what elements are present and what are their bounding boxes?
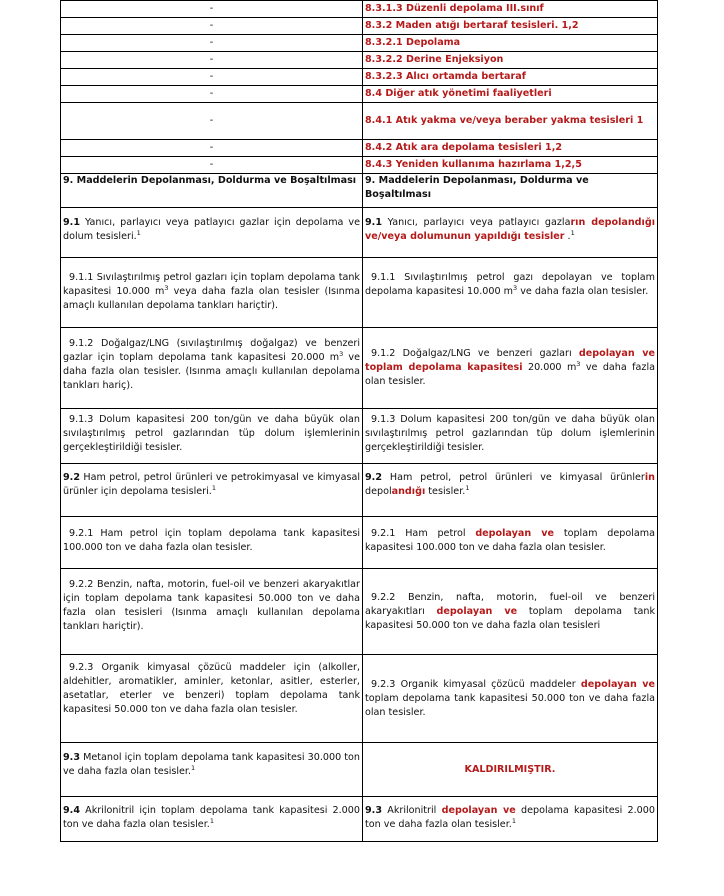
regulation-comparison-table [60, 0, 658, 842]
item-text: Ham petrol, petrol ürünleri ve petrokimyasal ve kimyasal ürünler için depolama tesisleri. [63, 472, 360, 497]
row-9-2-left [61, 464, 363, 517]
row-9-2-2-right [363, 569, 658, 655]
row-9-2-right [363, 464, 658, 517]
table-row [61, 157, 658, 174]
footnote-marker: 1 [191, 763, 196, 772]
item-number: 9.1 [63, 217, 80, 228]
item-label: 8.3.2.1 Depolama [363, 35, 658, 52]
table-row [61, 464, 658, 517]
item-label: 8.4 Diğer atık yönetimi faaliyetleri [363, 86, 658, 103]
table-row [61, 655, 658, 743]
row-9-2-1-left [61, 517, 363, 569]
dash-cell: - [61, 86, 363, 103]
table-row [61, 797, 658, 842]
item-label: 8.3.2.3 Alıcı ortamda bertaraf [363, 69, 658, 86]
item-text: 9.2.1 Ham petrol [371, 528, 476, 539]
table-row [61, 409, 658, 464]
row-9-2-2-left [61, 569, 363, 655]
item-text: 9.2.2 Benzin, nafta, motorin, fuel-oil ve benzeri akaryakıtlar için toplam depolama tank kapasitesi 50.000 ton ve daha fazla olan tesisleri (Isınma amaçlı kullanılan depolama tankları hariçtir). [63, 579, 360, 632]
item-text-cont: depolama kapasitesi 2.000 ton ve daha fazla olan tesisler. [365, 805, 655, 830]
item-text: 9.1.1 Sıvılaştırılmış petrol gazı depolayan ve toplam depolama kapasitesi 10.000 m [365, 272, 655, 297]
section-heading-left: 9. Maddelerin Depolanması, Doldurma ve Boşaltılması [61, 174, 363, 208]
item-text: 9.2.1 Ham petrol için toplam depolama tank kapasitesi 100.000 ton ve daha fazla olan tesisler. [63, 528, 360, 553]
row-9-1-3-right [363, 409, 658, 464]
item-text-cont: toplam depolama kapasitesi 100.000 ton ve daha fazla olan tesisler. [365, 528, 655, 553]
item-text: 9.1.1 Sıvılaştırılmış petrol gazları için toplam depolama tank kapasitesi 10.000 m [63, 272, 360, 297]
item-label: 8.4.3 Yeniden kullanıma hazırlama 1,2,5 [363, 157, 658, 174]
item-number: 9.1 [365, 217, 382, 228]
dash-cell: - [61, 1, 363, 18]
unit-superscript: 3 [164, 283, 169, 292]
row-9-1-left [61, 208, 363, 258]
amended-text: depolayan ve toplam depolama kapasitesi [365, 348, 655, 373]
footnote-marker: 1 [465, 483, 470, 492]
item-text-end: ve daha fazla olan tesisler. [365, 362, 656, 387]
item-text-cont: ve daha fazla olan tesisler. (Isınma amaçlı kullanılan depolama tankları hariç). [63, 352, 360, 391]
table-row [61, 569, 658, 655]
removed-notice: KALDIRILMIŞTIR. [363, 743, 658, 797]
section-heading-right: 9. Maddelerin Depolanması, Doldurma ve Boşaltılması [363, 174, 658, 208]
row-9-1-1-right [363, 258, 658, 328]
dash-cell: - [61, 18, 363, 35]
table-row [61, 1, 658, 18]
unit-superscript: 3 [576, 359, 581, 368]
item-label: 8.3.2.2 Derine Enjeksiyon [363, 52, 658, 69]
amended-text: depolayan ve [580, 678, 655, 690]
footnote-marker: 1 [511, 816, 516, 825]
table-row [61, 140, 658, 157]
section-heading-row [61, 174, 658, 208]
item-text-end: tesisler. [425, 486, 466, 497]
footnote-marker: 1 [570, 228, 575, 237]
amended-text: depolayan ve [475, 528, 555, 539]
table-row [61, 258, 658, 328]
footnote-marker: 1 [211, 483, 216, 492]
item-text-cont: veya daha fazla olan tesisler (Isınma amaçlı kullanılan depolama tankları hariçtir). [63, 286, 360, 311]
table-row [61, 35, 658, 52]
item-text: 9.1.3 Dolum kapasitesi 200 ton/gün ve daha büyük olan sıvılaştırılmış petrol gazlarından tüp dolum işlemlerinin gerçekleştirildiği tesisler. [365, 414, 655, 453]
item-number: 9.3 [365, 805, 382, 816]
row-9-1-2-left [61, 328, 363, 409]
item-label: 8.4.1 Atık yakma ve/veya beraber yakma tesisleri 1 [363, 103, 658, 140]
table-row [61, 328, 658, 409]
dash-cell: - [61, 140, 363, 157]
item-number: 9.3 [63, 752, 80, 763]
item-number: 9.4 [63, 805, 80, 816]
row-9-2-1-right [363, 517, 658, 569]
item-text-end: . [564, 231, 571, 242]
table-row [61, 69, 658, 86]
dash-cell: - [61, 157, 363, 174]
item-text: Yanıcı, parlayıcı veya patlayıcı gazlar için depolama ve dolum tesisleri. [63, 217, 360, 242]
row-9-1-2-right [363, 328, 658, 409]
table-row [61, 52, 658, 69]
item-label: 8.3.2 Maden atığı bertaraf tesisleri. 1,2 [363, 18, 658, 35]
footnote-marker: 1 [136, 228, 141, 237]
dash-cell: - [61, 52, 363, 69]
item-text-cont: 20.000 m [522, 362, 577, 373]
row-9-2-3-right [363, 655, 658, 743]
dash-cell: - [61, 103, 363, 140]
item-text: 9.1.3 Dolum kapasitesi 200 ton/gün ve daha büyük olan sıvılaştırılmış petrol gazlarından tüp dolum işlemlerinin gerçekleştirildiği tesisler. [63, 414, 360, 453]
amended-text: depolayan ve [436, 605, 518, 617]
table-row [61, 743, 658, 797]
item-label: 8.3.1.3 Düzenli depolama III.sınıf [363, 1, 658, 18]
item-text-cont: toplam depolama tank kapasitesi 50.000 ton ve daha fazla olan tesisleri [365, 605, 655, 631]
unit-superscript: 3 [339, 349, 344, 358]
amended-text: in [644, 472, 655, 483]
unit-superscript: 3 [513, 283, 518, 292]
footnote-marker: 1 [209, 816, 214, 825]
item-text: 9.1.2 Doğalgaz/LNG (sıvılaştırılmış doğalgaz) ve benzeri gazlar için toplam depolama tank kapasitesi 20.000 m [63, 338, 360, 363]
item-text: Ham petrol, petrol ürünleri ve kimyasal ürünler [382, 472, 645, 483]
table-row [61, 208, 658, 258]
table-row [61, 86, 658, 103]
amended-text: depolayan ve [441, 805, 516, 816]
row-9-1-1-left [61, 258, 363, 328]
item-text-cont: ve daha fazla olan tesisler. [517, 286, 649, 297]
row-9-4-right [363, 797, 658, 842]
row-9-3-left [61, 743, 363, 797]
row-9-4-left [61, 797, 363, 842]
table-row [61, 103, 658, 140]
item-number: 9.2 [63, 472, 80, 483]
row-9-1-right [363, 208, 658, 258]
item-text: Akrilonitril için toplam depolama tank kapasitesi 2.000 ton ve daha fazla olan tesisler. [63, 805, 360, 830]
item-text: 9.2.3 Organik kimyasal çözücü maddeler [371, 678, 581, 690]
item-text: Yanıcı, parlayıcı veya patlayıcı gazla [382, 217, 571, 228]
row-9-2-3-left [61, 655, 363, 743]
dash-cell: - [61, 69, 363, 86]
item-text: 9.1.2 Doğalgaz/LNG ve benzeri gazları [371, 348, 579, 359]
item-number: 9.2 [365, 472, 382, 483]
table-row [61, 517, 658, 569]
item-text: Metanol için toplam depolama tank kapasitesi 30.000 ton ve daha fazla olan tesisler. [63, 752, 360, 777]
item-text: 9.2.2 Benzin, nafta, motorin, fuel-oil ve benzeri akaryakıtları [365, 591, 655, 617]
item-text-cont: depol [365, 486, 392, 497]
amended-text: andığı [391, 486, 426, 497]
item-text: Akrilonitril [382, 805, 442, 816]
item-text-cont: toplam depolama tank kapasitesi 50.000 ton ve daha fazla olan tesisler. [365, 692, 655, 718]
item-label: 8.4.2 Atık ara depolama tesisleri 1,2 [363, 140, 658, 157]
table-row [61, 18, 658, 35]
dash-cell: - [61, 35, 363, 52]
item-text: 9.2.3 Organik kimyasal çözücü maddeler için (alkoller, aldehitler, aromatikler, aminler, ketonlar, asitler, esterler, asetatlar, eterler ve benzeri) toplam depolama tank kapasitesi 50.000 ton ve daha fazla olan tesisler. [63, 662, 360, 715]
row-9-1-3-left [61, 409, 363, 464]
amended-text: rın depolandığı ve/veya dolumunun yapıldığı tesisler [365, 217, 655, 242]
